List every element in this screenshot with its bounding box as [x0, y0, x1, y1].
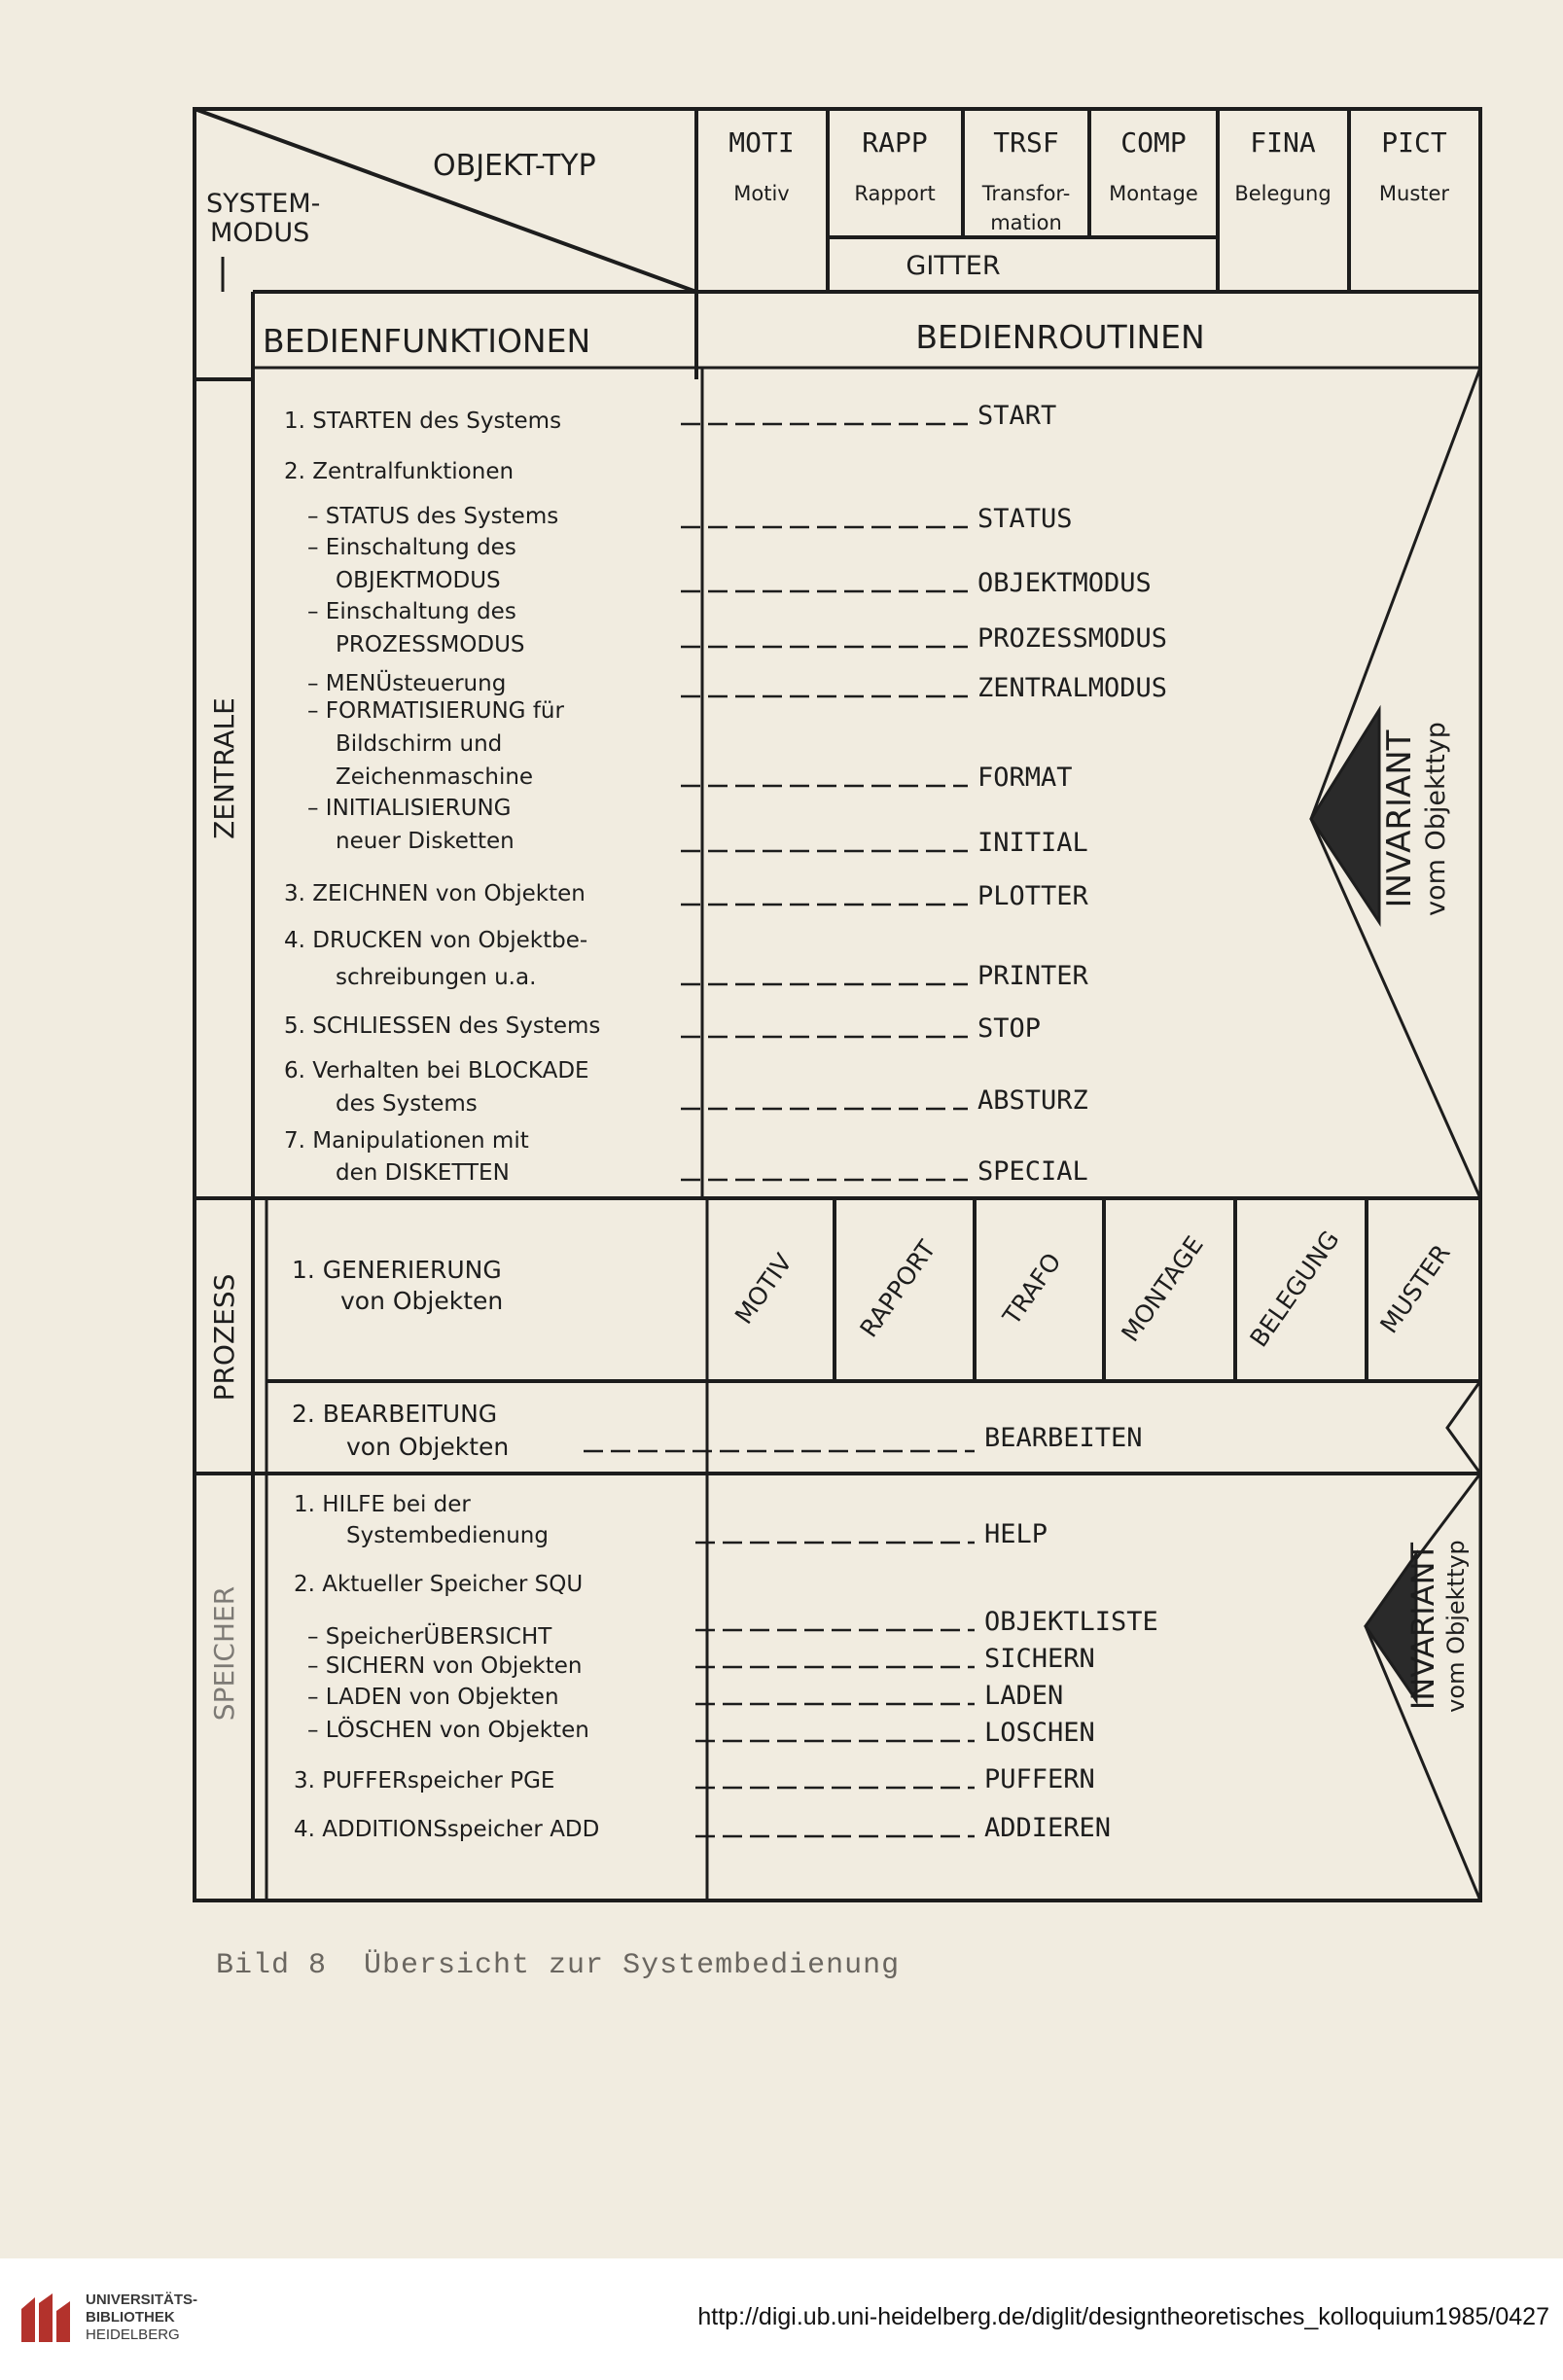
routine-plotter: PLOTTER: [977, 881, 1088, 911]
speicher-function-6: – LÖSCHEN von Objekten: [307, 1718, 589, 1743]
gitter-label: GITTER: [906, 251, 1001, 281]
type-label-pict: Muster: [1378, 182, 1450, 205]
prozess-object-types: [729, 1226, 1456, 1352]
invariant-sublabel-speicher: vom Objekttyp: [1442, 1540, 1470, 1713]
routine-stop: STOP: [977, 1013, 1042, 1044]
prozess-type-rapport: RAPPORT: [854, 1235, 941, 1343]
library-name-line3: HEIDELBERG: [86, 2327, 180, 2343]
routine-zentralmodus: ZENTRALMODUS: [977, 673, 1168, 703]
type-label-comp: Montage: [1109, 182, 1198, 205]
zentrale-function-10-cont: schreibungen u.a.: [336, 965, 537, 990]
routine-sichern: SICHERN: [984, 1644, 1095, 1674]
routine-bearbeiten: BEARBEITEN: [984, 1423, 1143, 1453]
zentrale-function-7-cont: Bildschirm und: [336, 731, 503, 757]
type-code-fina: FINA: [1250, 126, 1316, 159]
type-code-comp: COMP: [1120, 126, 1187, 159]
section-label-zentrale: ZENTRALE: [208, 697, 240, 839]
speicher-function-1-cont: Systembedienung: [346, 1523, 549, 1548]
library-logo-icon: [18, 2290, 74, 2346]
speicher-function-7: 3. PUFFERspeicher PGE: [294, 1768, 555, 1794]
zentrale-function-6: – MENÜsteuerung: [307, 671, 507, 696]
speicher-function-8: 4. ADDITIONSspeicher ADD: [294, 1817, 600, 1842]
zentrale-function-11: 5. SCHLIESSEN des Systems: [284, 1013, 601, 1039]
zentrale-function-7: – FORMATISIERUNG für: [307, 698, 564, 724]
zentrale-function-4-cont: OBJEKTMODUS: [336, 568, 501, 593]
prozess-type-trafo: TRAFO: [997, 1247, 1067, 1331]
speicher-function-3: – SpeicherÜBERSICHT: [307, 1624, 552, 1650]
zentrale-function-8-cont: neuer Disketten: [336, 829, 515, 854]
system-modus-label-line1: SYSTEM-: [206, 189, 321, 219]
zentrale-function-12: 6. Verhalten bei BLOCKADE: [284, 1058, 589, 1083]
routine-help: HELP: [984, 1519, 1048, 1549]
section-label-prozess: PROZESS: [208, 1273, 240, 1402]
library-name: [86, 2291, 197, 2344]
routine-printer: PRINTER: [977, 961, 1088, 991]
routine-laden: LADEN: [984, 1681, 1064, 1711]
zentrale-function-13: 7. Manipulationen mit: [284, 1128, 529, 1154]
zentrale-function-12-cont: des Systems: [336, 1091, 478, 1117]
routine-format: FORMAT: [977, 763, 1073, 793]
prozess-type-belegung: BELEGUNG: [1244, 1226, 1345, 1353]
type-label-fina: Belegung: [1234, 182, 1332, 205]
prozess-item1-line1: 1. GENERIERUNG: [292, 1256, 502, 1284]
routine-initial: INITIAL: [977, 828, 1088, 858]
routine-puffern: PUFFERN: [984, 1764, 1095, 1794]
zentrale-function-5: – Einschaltung des: [307, 599, 516, 624]
prozess-item2-line1: 2. BEARBEITUNG: [292, 1400, 498, 1428]
routine-addieren: ADDIEREN: [984, 1813, 1112, 1843]
bedienfunktionen-header: BEDIENFUNKTIONEN: [263, 322, 591, 360]
zentrale-function-2: 2. Zentralfunktionen: [284, 459, 515, 484]
routine-start: START: [977, 401, 1057, 431]
document-url-link[interactable]: http://digi.ub.uni-heidelberg.de/diglit/designtheoretisches_kolloquium1985/0427: [697, 2303, 1549, 2330]
library-name-line1: UNIVERSITÄTS-: [86, 2291, 198, 2308]
type-code-pict: PICT: [1381, 126, 1447, 159]
type-label-rapp: Rapport: [854, 182, 936, 205]
type-label-trsf: Transfor-: [981, 182, 1071, 205]
type-label-moti: Motiv: [733, 182, 790, 205]
prozess-type-motiv: MOTIV: [728, 1248, 799, 1330]
zentrale-function-9: 3. ZEICHNEN von Objekten: [284, 881, 586, 906]
invariant-label-speicher: INVARIANT: [1404, 1542, 1441, 1711]
speicher-function-5: – LADEN von Objekten: [307, 1685, 559, 1710]
routine-status: STATUS: [977, 504, 1073, 534]
type-code-moti: MOTI: [728, 126, 795, 159]
routine-objektmodus: OBJEKTMODUS: [977, 568, 1152, 598]
zentrale-function-7-cont2: Zeichenmaschine: [336, 764, 534, 790]
type-code-trsf: TRSF: [993, 126, 1059, 159]
zentrale-function-5-cont: PROZESSMODUS: [336, 632, 525, 657]
zentrale-rows: [284, 401, 1167, 1187]
zentrale-function-13-cont: den DISKETTEN: [336, 1160, 510, 1186]
bedienroutinen-header: BEDIENROUTINEN: [915, 318, 1205, 356]
system-modus-label-line2: MODUS: [210, 218, 310, 248]
routine-loschen: LOSCHEN: [984, 1718, 1095, 1748]
prozess-item1-line2: von Objekten: [340, 1287, 504, 1315]
type-code-rapp: RAPP: [862, 126, 928, 159]
library-footer: [0, 2258, 1563, 2380]
objekt-typ-label: OBJEKT-TYP: [433, 149, 596, 183]
routine-prozessmodus: PROZESSMODUS: [977, 623, 1168, 654]
routine-special: SPECIAL: [977, 1156, 1088, 1187]
invariant-label-zentrale: INVARIANT: [1380, 729, 1419, 908]
prozess-type-muster: MUSTER: [1374, 1239, 1456, 1339]
prozess-item2-line2: von Objekten: [346, 1433, 510, 1461]
zentrale-function-10: 4. DRUCKEN von Objektbe-: [284, 928, 588, 953]
zentrale-function-4: – Einschaltung des: [307, 535, 516, 560]
routine-objektliste: OBJEKTLISTE: [984, 1607, 1158, 1637]
speicher-function-2: 2. Aktueller Speicher SQU: [294, 1572, 584, 1597]
prozess-type-montage: MONTAGE: [1116, 1230, 1209, 1347]
routine-absturz: ABSTURZ: [977, 1085, 1088, 1116]
process-wedge: [1447, 1381, 1480, 1474]
speicher-function-1: 1. HILFE bei der: [294, 1492, 471, 1517]
zentrale-function-1: 1. STARTEN des Systems: [284, 409, 562, 434]
invariant-sublabel-zentrale: vom Objekttyp: [1421, 722, 1451, 916]
section-label-speicher: SPEICHER: [208, 1585, 240, 1722]
speicher-function-4: – SICHERN von Objekten: [307, 1653, 583, 1679]
type-label2-trsf: mation: [990, 211, 1062, 234]
zentrale-function-3: – STATUS des Systems: [307, 504, 559, 529]
zentrale-function-8: – INITIALISIERUNG: [307, 796, 512, 821]
library-name-line2: BIBLIOTHEK: [86, 2309, 175, 2326]
figure-caption: Bild 8 Übersicht zur Systembedienung: [216, 1949, 901, 1982]
